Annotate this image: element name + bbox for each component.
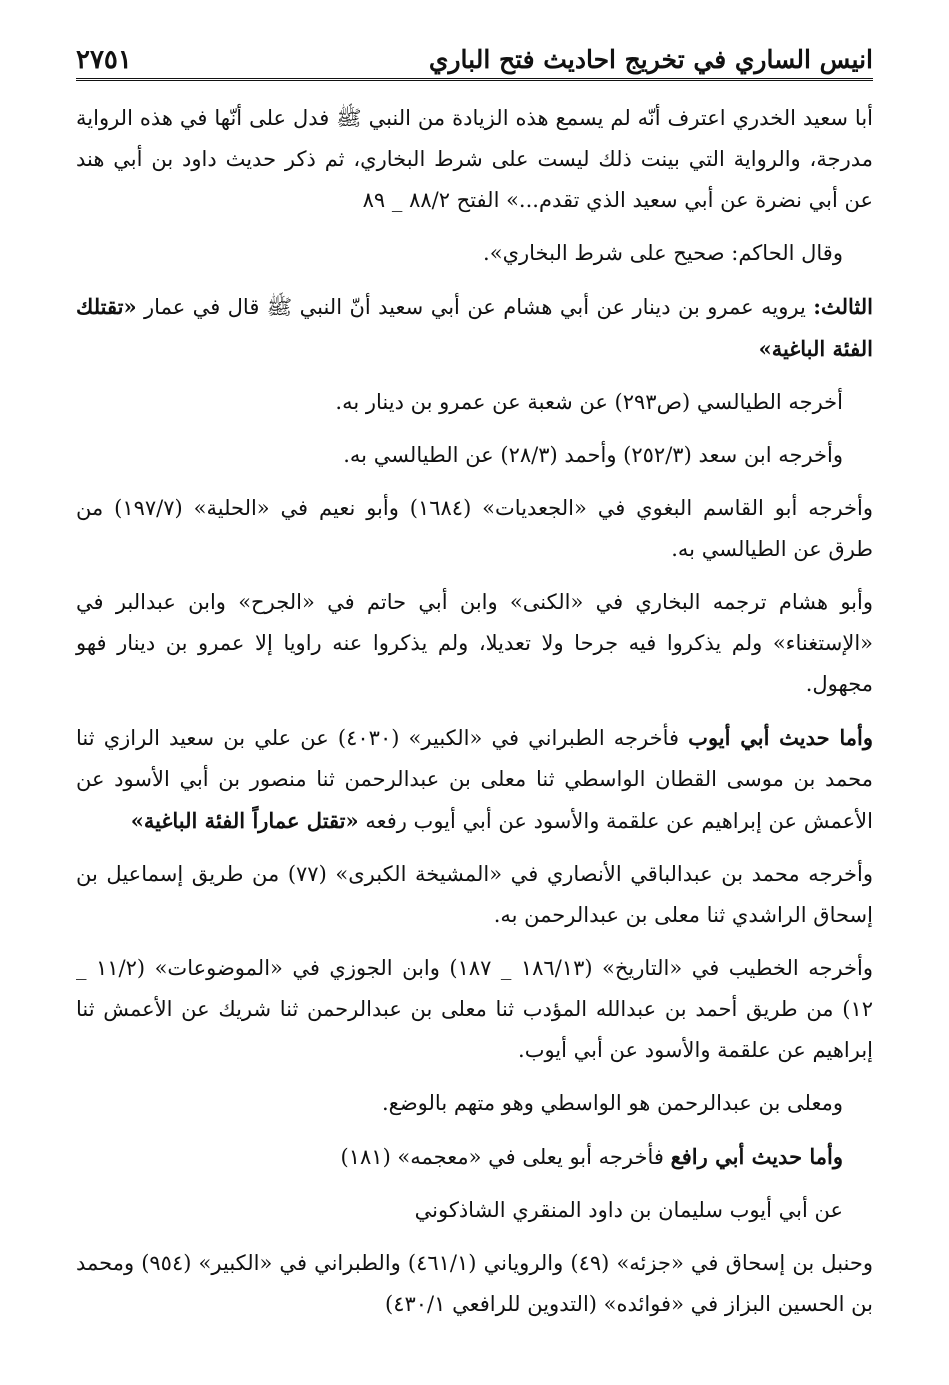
paragraph-text: وأخرجه محمد بن عبدالباقي الأنصاري في «المشيخة الكبرى» (٧٧) من طريق إسماعيل بن إسحاق الراشدي ثنا معلى بن عبدالرحمن به. xyxy=(76,862,873,927)
paragraph-12 xyxy=(76,1136,873,1178)
paragraph-3 xyxy=(76,286,873,370)
paragraph-14 xyxy=(76,1243,873,1325)
page-number: ٢٧٥١ xyxy=(76,45,132,75)
paragraph-9 xyxy=(76,854,873,936)
paragraph-text: وأخرجه أبو القاسم البغوي في «الجعديات» (١٦٨٤) وأبو نعيم في «الحلية» (١٩٧/٧) من طرق عن الطيالسي به. xyxy=(76,496,873,561)
paragraph-text: وأخرجه الخطيب في «التاريخ» (١٨٦/١٣ _ ١٨٧) وابن الجوزي في «الموضوعات» (١١/٢ _ ١٢) من طريق أحمد بن عبدالله المؤدب ثنا معلى بن عبدالرحمن ثنا شريك عن الأعمش ثنا إبراهيم عن علقمة والأسود عن أبي أيوب. xyxy=(76,956,873,1062)
paragraph-text: أخرجه الطيالسي (ص٢٩٣) عن شعبة عن عمرو بن دينار به. xyxy=(335,390,843,414)
paragraph-text: وقال الحاكم: صحيح على شرط البخاري». xyxy=(483,241,843,265)
paragraph-text: عن أبي أيوب سليمان بن داود المنقري الشاذكوني xyxy=(414,1198,843,1222)
paragraph-text: فأخرجه الطبراني في «الكبير» (٤٠٣٠) عن علي بن سعيد الرازي ثنا محمد بن موسى القطان الواسطي ثنا معلى بن عبدالرحمن ثنا منصور بن أبي الأسود عن الأعمش عن إبراهيم عن علقمة والأسود عن أبي أيوب رفعه xyxy=(76,726,873,833)
paragraph-text: وأبو هشام ترجمه البخاري في «الكنى» وابن أبي حاتم في «الجرح» وابن عبدالبر في «الإستغناء» ولم يذكروا فيه جرحا ولا تعديلا، ولم يذكروا عنه راويا إلا عمرو بن دينار فهو مجهول. xyxy=(76,590,873,696)
running-title: انيس الساري في تخريج احاديث فتح الباري xyxy=(428,45,873,74)
paragraph-5 xyxy=(76,435,873,476)
paragraph-text: وأخرجه ابن سعد (٢٥٢/٣) وأحمد (٢٨/٣) عن الطيالسي به. xyxy=(343,443,843,467)
section-heading: وأما حديث أبي رافع xyxy=(670,1144,843,1169)
paragraph-text: يرويه عمرو بن دينار عن أبي هشام عن أبي سعيد أنّ النبي ﷺ قال في عمار xyxy=(136,295,814,319)
hadith-quote: «تقتل عماراً الفئة الباغية» xyxy=(130,808,359,833)
paragraph-10 xyxy=(76,948,873,1071)
paragraph-2 xyxy=(76,233,873,274)
paragraph-4 xyxy=(76,382,873,423)
paragraph-6 xyxy=(76,488,873,570)
paragraph-8 xyxy=(76,717,873,842)
paragraph-text: وحنبل بن إسحاق في «جزئه» (٤٩) والروياني (٤٦١/١) والطبراني في «الكبير» (٩٥٤) ومحمد بن الحسين البزاز في «فوائده» (التدوين للرافعي ٤٣٠/١) xyxy=(76,1251,873,1316)
paragraph-11 xyxy=(76,1083,873,1124)
paragraph-13 xyxy=(76,1190,873,1231)
body-text xyxy=(76,98,873,1337)
hadith-quote: «تقتلك الفئة الباغية» xyxy=(76,294,873,361)
page-header xyxy=(76,36,873,81)
paragraph-7 xyxy=(76,582,873,705)
paragraph-1 xyxy=(76,98,873,221)
paragraph-text: ومعلى بن عبدالرحمن هو الواسطي وهو متهم بالوضع. xyxy=(382,1091,843,1115)
section-heading: الثالث: xyxy=(813,294,873,319)
paragraph-text: فأخرجه أبو يعلى في «معجمه» (١٨١) xyxy=(340,1145,671,1169)
paragraph-text: أبا سعيد الخدري اعترف أنّه لم يسمع هذه الزيادة من النبي ﷺ فدل على أنّها في هذه الرواية مدرجة، والرواية التي بينت ذلك ليست على شرط البخاري، ثم ذكر حديث داود بن أبي هند عن أبي نضرة عن أبي سعيد الذي تقدم...» الفتح ٨٨/٢ _ ٨٩ xyxy=(76,106,873,212)
section-heading: وأما حديث أبي أيوب xyxy=(688,725,873,750)
